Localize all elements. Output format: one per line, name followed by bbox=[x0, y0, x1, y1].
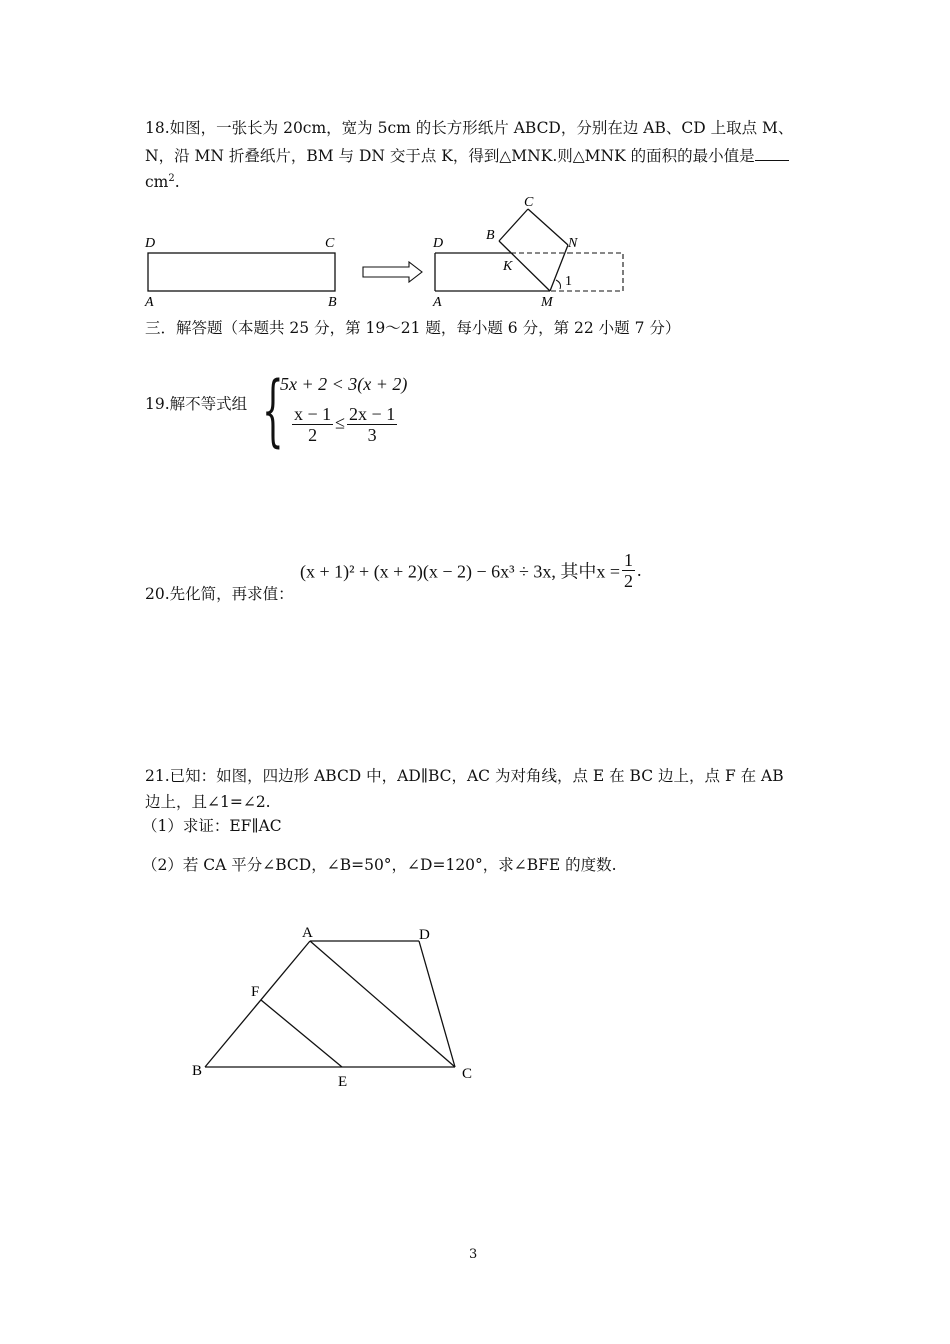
diagonal-ac bbox=[310, 941, 455, 1067]
answer-blank bbox=[755, 146, 789, 161]
label-right-c: C bbox=[524, 195, 534, 210]
q21-part2: （2）若 CA 平分∠BCD，∠B=50°，∠D=120°，求∠BFE 的度数. bbox=[142, 856, 617, 874]
section-3-heading: 三．解答题（本题共 25 分，第 19～21 题，每小题 6 分，第 22 小题 7 分） bbox=[145, 319, 681, 337]
q19-relation: ≤ bbox=[335, 412, 346, 433]
q20-frac-den: 2 bbox=[624, 571, 634, 591]
q19-ineq1-text: 5x + 2 < 3(x + 2) bbox=[280, 374, 408, 394]
arrow-right-icon bbox=[363, 262, 422, 282]
q19-inequality-1 bbox=[280, 374, 407, 395]
label-e: E bbox=[338, 1074, 348, 1090]
q18-figure bbox=[135, 190, 645, 310]
q20-frac-num: 1 bbox=[624, 550, 634, 570]
q20-expr-text: (x + 1)² + (x + 2)(x − 2) − 6x³ ÷ 3x, 其中x = bbox=[300, 561, 621, 582]
q18-line2 bbox=[145, 146, 789, 166]
label-right-a: A bbox=[433, 295, 442, 310]
q20-label: 20.先化简，再求值： bbox=[145, 585, 294, 603]
q20-fraction bbox=[622, 550, 635, 591]
segment-dc bbox=[419, 941, 455, 1067]
label-left-c: C bbox=[325, 236, 335, 251]
q21-line2: 边上，且∠1=∠2. bbox=[145, 793, 271, 811]
q21-figure bbox=[185, 918, 485, 1098]
q21-line1: 21.已知：如图，四边形 ABCD 中，AD∥BC，AC 为对角线，点 E 在 BC 边上，点 F 在 AB bbox=[145, 767, 784, 785]
q19-fraction-1 bbox=[292, 404, 333, 445]
segment-ab bbox=[205, 941, 310, 1067]
q20-expression bbox=[300, 550, 642, 591]
segment-fe bbox=[261, 1000, 342, 1067]
page-number: 3 bbox=[469, 1247, 478, 1262]
label-angle-1: 1 bbox=[565, 274, 572, 289]
label-left-d: D bbox=[145, 236, 156, 251]
label-d: D bbox=[419, 927, 430, 943]
q18-unit-exponent: 2 bbox=[168, 172, 175, 184]
q18-line3 bbox=[145, 172, 180, 192]
q18-line1: 18.如图，一张长为 20cm，宽为 5cm 的长方形纸片 ABCD，分别在边 AB、CD 上取点 M、 bbox=[145, 119, 794, 137]
label-c: C bbox=[462, 1066, 473, 1082]
label-left-b: B bbox=[328, 295, 337, 310]
paper-rectangle bbox=[148, 253, 335, 291]
q19-frac1-num: x − 1 bbox=[294, 404, 332, 424]
q18-line3-end: . bbox=[174, 173, 180, 191]
label-f: F bbox=[251, 984, 260, 1000]
label-right-m: M bbox=[541, 295, 553, 310]
edge-bc bbox=[499, 209, 528, 241]
q18-unit: cm bbox=[145, 173, 169, 191]
label-a: A bbox=[302, 925, 313, 941]
q18-line2-text: N，沿 MN 折叠纸片，BM 与 DN 交于点 K，得到△MNK.则△MNK 的面积的最小值是 bbox=[145, 147, 755, 165]
q19-inequality-2 bbox=[290, 404, 399, 445]
angle-1-arc bbox=[556, 280, 561, 289]
edge-cn bbox=[528, 209, 568, 245]
label-right-n: N bbox=[568, 236, 578, 251]
q19-frac1-den: 2 bbox=[308, 425, 318, 445]
label-right-k: K bbox=[503, 259, 513, 274]
q19-frac2-den: 3 bbox=[367, 425, 377, 445]
q19-label: 19.解不等式组 bbox=[145, 395, 248, 413]
q21-part1: （1）求证：EF∥AC bbox=[142, 817, 282, 835]
q19-frac2-num: 2x − 1 bbox=[349, 404, 396, 424]
label-right-d: D bbox=[433, 236, 444, 251]
q19-fraction-2 bbox=[347, 404, 397, 445]
label-b: B bbox=[192, 1063, 203, 1079]
label-left-a: A bbox=[145, 295, 154, 310]
label-right-b: B bbox=[486, 228, 495, 243]
q20-end: . bbox=[637, 560, 642, 580]
system-brace: { bbox=[262, 364, 284, 456]
